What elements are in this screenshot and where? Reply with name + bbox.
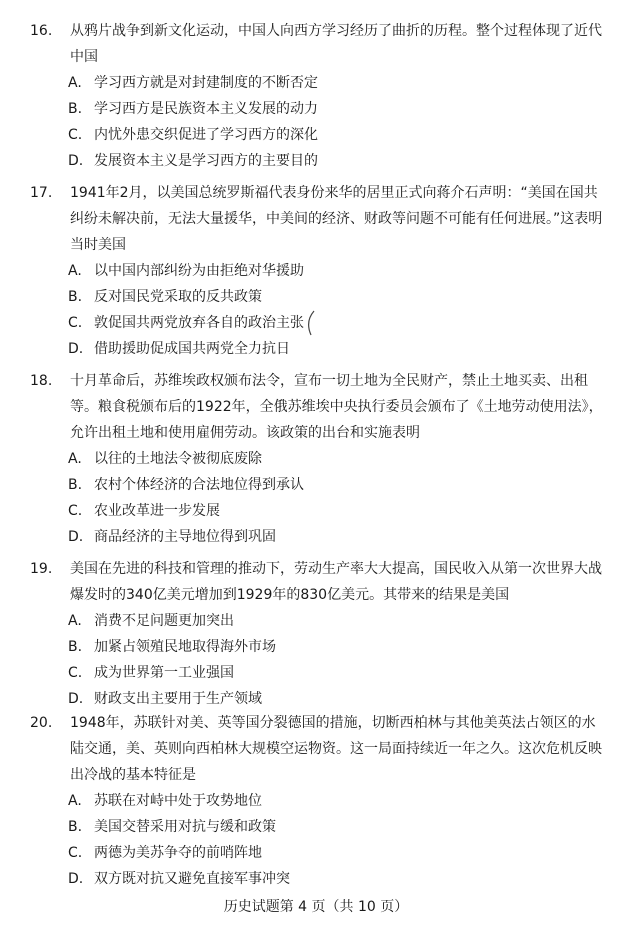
option-d: D. 财政支出主要用于生产领域: [68, 691, 262, 707]
question-20: [0, 710, 632, 892]
option-b: B. 美国交替采用对抗与缓和政策: [68, 819, 276, 835]
page-footer: 历史试题第 4 页（共 10 页）: [223, 899, 409, 915]
option-a: A. 消费不足问题更加突出: [68, 613, 234, 629]
question-number: 18.: [30, 373, 53, 389]
question-number: 20.: [30, 715, 53, 731]
question-16: [0, 18, 632, 174]
question-text: 从鸦片战争到新文化运动，中国人向西方学习经历了曲折的历程。整个过程体现了近代中国: [70, 23, 602, 65]
option-c: C. 农业改革进一步发展: [68, 503, 220, 519]
option-d: D. 借助援助促成国共两党全力抗日: [68, 341, 290, 357]
option-d: D. 发展资本主义是学习西方的主要目的: [68, 153, 318, 169]
question-stem: [0, 556, 632, 608]
question-stem: [0, 368, 632, 446]
option-b: B. 农村个体经济的合法地位得到承认: [68, 477, 304, 493]
option-c: C. 敦促国共两党放弃各自的政治主张: [68, 315, 304, 331]
question-stem: [0, 18, 632, 70]
option-d: D. 双方既对抗又避免直接军事冲突: [68, 871, 290, 887]
option-c: C. 成为世界第一工业强国: [68, 665, 234, 681]
option-b: B. 加紧占领殖民地取得海外市场: [68, 639, 276, 655]
option-a: A. 苏联在对峙中处于攻势地位: [68, 793, 262, 809]
option-a: A. 学习西方就是对封建制度的不断否定: [68, 75, 318, 91]
question-number: 16.: [30, 23, 53, 39]
pencil-mark-icon: [305, 310, 317, 336]
question-number: 17.: [30, 185, 53, 201]
question-text: 十月革命后，苏维埃政权颁布法令，宣布一切土地为全民财产，禁止土地买卖、出租等。粮食税颁布后的1922年，全俄苏维埃中央执行委员会颁布了《土地劳动使用法》，允许出租土地和使用雇佣劳动。该政策的出台和实施表明: [70, 373, 603, 441]
question-18: [0, 368, 632, 550]
question-stem: [0, 180, 632, 258]
question-text: 美国在先进的科技和管理的推动下，劳动生产率大大提高，国民收入从第一次世界大战爆发时的340亿美元增加到1929年的830亿美元。其带来的结果是美国: [70, 561, 602, 603]
option-a: A. 以往的土地法令被彻底废除: [68, 451, 262, 467]
option-b: B. 反对国民党采取的反共政策: [68, 289, 262, 305]
question-stem: [0, 710, 632, 788]
question-19: [0, 556, 632, 712]
option-a: A. 以中国内部纠纷为由拒绝对华援助: [68, 263, 304, 279]
option-d: D. 商品经济的主导地位得到巩固: [68, 529, 276, 545]
option-c: C. 两德为美苏争夺的前哨阵地: [68, 845, 262, 861]
question-number: 19.: [30, 561, 53, 577]
option-c: C. 内忧外患交织促进了学习西方的深化: [68, 127, 318, 143]
question-text: 1941年2月，以美国总统罗斯福代表身份来华的居里正式向蒋介石声明：“美国在国共纠纷未解决前，无法大量援华，中美间的经济、财政等问题不可能有任何进展。”这表明当时美国: [70, 185, 603, 253]
option-b: B. 学习西方是民族资本主义发展的动力: [68, 101, 318, 117]
question-text: 1948年，苏联针对美、英等国分裂德国的措施，切断西柏林与其他美英法占领区的水陆交通，美、英则向西柏林大规模空运物资。这一局面持续近一年之久。这次危机反映出冷战的基本特征是: [70, 715, 602, 783]
